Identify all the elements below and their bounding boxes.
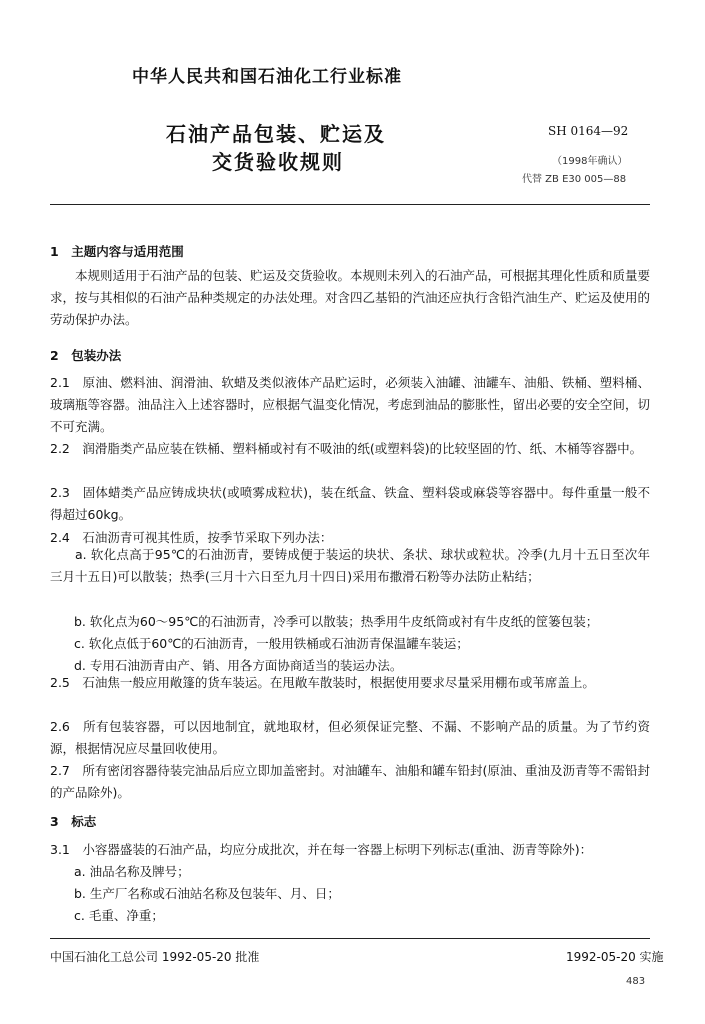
header-rule [50,204,650,205]
org-title: 中华人民共和国石油化工行业标准 [132,67,402,87]
footer-rule [50,938,650,939]
page-number: 483 [626,976,646,987]
clause-3-1-c: c. 毛重、净重； [74,908,164,923]
clause-2-2: 2.2 润滑脂类产品应装在铁桶、塑料桶或衬有不吸油的纸(或塑料袋)的比较坚固的竹、纸、木桶等容器中。 [50,441,643,456]
approval-note: 中国石油化工总公司 1992-05-20 批准 [50,950,260,964]
doc-title-line2: 交货验收规则 [212,150,344,174]
confirm-note: （1998年确认） [552,156,628,167]
section-1-paragraph: 本规则适用于石油产品的包装、贮运及交货验收。本规则未列入的石油产品，可根据其理化性质和质量要求，按与其相似的石油产品种类规定的办法处理。对含四乙基铅的汽油还应执行含铅汽油生产、贮运及使用的劳动保护办法。 [50,268,651,327]
clause-3-1-a: a. 油品名称及牌号； [74,864,190,879]
section-1-title: 1 主题内容与适用范围 [50,244,184,259]
effective-note: 1992-05-20 实施 [566,950,664,964]
clause-2-3: 2.3 固体蜡类产品应铸成块状(或喷雾成粒状)，装在纸盒、铁盒、塑料袋或麻袋等容器中。每件重量一般不得超过60kg。 [50,485,650,522]
clause-2-1: 2.1 原油、燃料油、润滑油、软蜡及类似液体产品贮运时，必须装入油罐、油罐车、油船、铁桶、塑料桶、玻璃瓶等容器。油品注入上述容器时，应根据气温变化情况，考虑到油品的膨胀性，留出必要的安全空间，切不可充满。 [50,375,651,434]
clause-2-4-c: c. 软化点低于60℃的石油沥青，一般用铁桶或石油沥青保温罐车装运； [74,636,469,651]
standard-code: SH 0164—92 [548,124,629,138]
clause-2-4-b: b. 软化点为60～95℃的石油沥青，冷季可以散装；热季用牛皮纸筒或衬有牛皮纸的筐篓包装； [74,614,599,629]
clause-2-6: 2.6 所有包装容器，可以因地制宜，就地取材，但必须保证完整、不漏、不影响产品的质量。为了节约资源，根据情况应尽量回收使用。 [50,719,650,756]
clause-2-7: 2.7 所有密闭容器待装完油品后应立即加盖密封。对油罐车、油船和罐车铅封(原油、重油及沥青等不需铅封的产品除外)。 [50,763,650,800]
section-2-title: 2 包装办法 [50,348,122,363]
doc-title-line1: 石油产品包装、贮运及 [166,122,386,146]
section-3-title: 3 标志 [50,814,97,829]
clause-3-1-b: b. 生产厂名称或石油站名称及包装年、月、日； [74,886,340,901]
clause-2-5: 2.5 石油焦一般应用敞篷的货车装运。在甩敞车散装时，根据使用要求尽量采用棚布或苇席盖上。 [50,675,595,690]
clause-2-4: 2.4 石油沥青可视其性质，按季节采取下列办法： [50,530,333,545]
replaces-note: 代替 ZB E30 005—88 [522,174,627,185]
clause-2-4-d: d. 专用石油沥青由产、销、用各方面协商适当的装运办法。 [74,658,403,673]
clause-3-1: 3.1 小容器盛装的石油产品，均应分成批次，并在每一容器上标明下列标志(重油、沥青等除外)： [50,842,593,857]
clause-2-4-a: a. 软化点高于95℃的石油沥青，要铸成便于装运的块状、条状、球状或粒状。冷季(九月十五日至次年三月十五日)可以散装；热季(三月十六日至九月十四日)采用布撒滑石粉等办法防止粘结； [50,547,650,584]
